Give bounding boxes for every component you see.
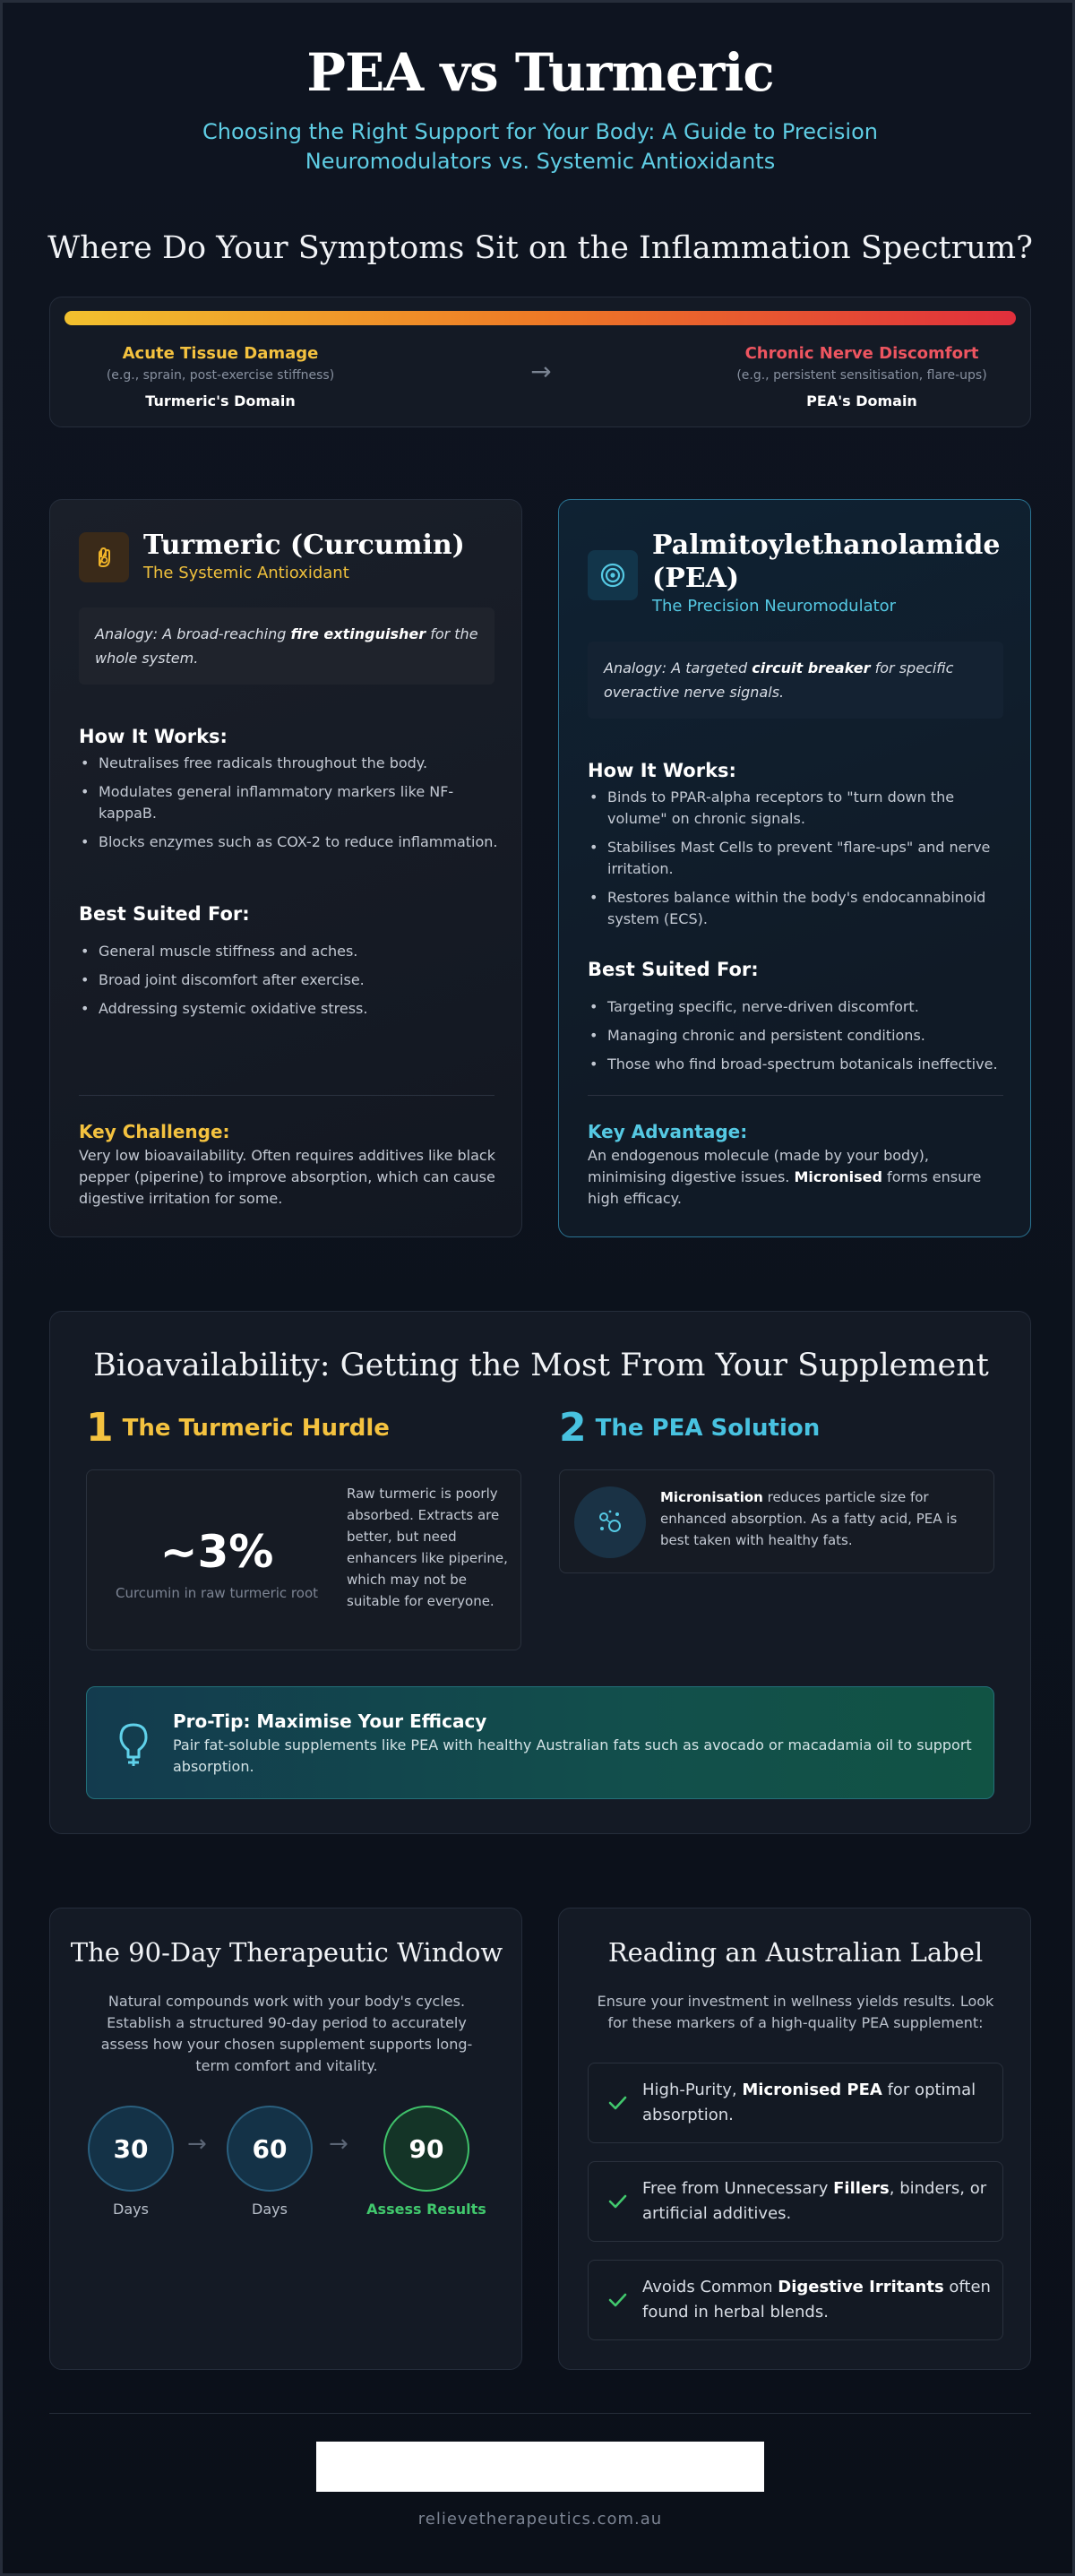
bio-title: Bioavailability: Getting the Most From Your Supplement	[93, 1348, 989, 1383]
check-icon	[605, 2189, 630, 2214]
label-title: Reading an Australian Label	[607, 1937, 984, 1968]
list-item: • Binds to PPAR-alpha receptors to "turn down the volume" on chronic signals.	[588, 787, 1009, 830]
footer-divider	[49, 2413, 1031, 2414]
australian-label-card	[558, 1908, 1031, 2370]
list-item: • Blocks enzymes such as COX-2 to reduce inflammation.	[79, 831, 500, 853]
solution-heading-text: The PEA Solution	[595, 1415, 821, 1442]
pea-key-text	[588, 1145, 1009, 1210]
spectrum-right-examples: (e.g., persistent sensitisation, flare-ups)	[736, 368, 987, 383]
check-icon	[605, 2287, 630, 2313]
check-text: High-Purity,	[642, 2081, 743, 2099]
analogy-bold: fire extinguisher	[290, 625, 426, 642]
divider	[79, 1095, 494, 1096]
list-item: • Broad joint discomfort after exercise.	[79, 969, 500, 991]
pea-suited-heading: Best Suited For:	[588, 959, 759, 980]
absorption-percent: ~3%	[159, 1526, 274, 1578]
hand-shield-icon	[79, 532, 129, 582]
list-item: • Restores balance within the body's endocannabinoid system (ECS).	[588, 887, 1009, 930]
particles-icon	[574, 1486, 646, 1558]
therapeutic-window-card	[49, 1908, 522, 2370]
divider	[588, 1095, 1003, 1096]
list-item: • Stabilises Mast Cells to prevent "flare-ups" and nerve irritation.	[588, 837, 1009, 880]
check-text-end: often found in herbal blends.	[642, 2278, 991, 2322]
analogy-text-end: for the whole system.	[95, 625, 478, 667]
spectrum-left-domain: Turmeric's Domain	[145, 392, 296, 409]
page-subtitle: Choosing the Right Support for Your Body: A Guide to Precision Neuromodulators vs. Systemic Antioxidants	[202, 119, 878, 174]
spectrum-card	[49, 297, 1031, 427]
turmeric-key-heading: Key Challenge:	[79, 1121, 230, 1142]
turmeric-analogy	[79, 607, 494, 685]
footer-url[interactable]: relievetherapeutics.com.au	[417, 2510, 663, 2529]
check-bold: Fillers	[833, 2179, 890, 2198]
solution-text	[660, 1486, 986, 1551]
spectrum-left-label: Acute Tissue Damage	[122, 344, 319, 363]
label-check-text	[642, 2176, 992, 2227]
arrow-right-icon: →	[187, 2131, 207, 2158]
label-check-text	[642, 2078, 992, 2128]
hurdle-heading	[86, 1405, 390, 1451]
turmeric-suited-heading: Best Suited For:	[79, 903, 250, 925]
turmeric-tagline: The Systemic Antioxidant	[143, 564, 349, 582]
day-60-label: Days	[252, 2201, 288, 2218]
solution-bold: Micronisation	[660, 1489, 763, 1505]
absorption-label: Curcumin in raw turmeric root	[115, 1585, 319, 1601]
hurdle-heading-text: The Turmeric Hurdle	[122, 1415, 390, 1442]
analogy-text-end: for specific overactive nerve signals.	[604, 659, 954, 701]
turmeric-name: Turmeric (Curcumin)	[143, 530, 465, 561]
turmeric-how-list	[79, 753, 500, 860]
list-item: • Modulates general inflammatory markers like NF-kappaB.	[79, 781, 500, 824]
day-90-circle: 90	[383, 2106, 469, 2192]
window-description: Natural compounds work with your body's cycles. Establish a structured 90-day period to accurately assess how your chosen supplement supports long-term comfort and vitality.	[100, 1993, 473, 2074]
check-text-end: , binders, or artificial additives.	[642, 2179, 987, 2223]
check-icon	[605, 2090, 630, 2115]
solution-box	[559, 1469, 994, 1573]
day-90-label: Assess Results	[366, 2201, 486, 2218]
hurdle-box	[86, 1469, 521, 1650]
pro-tip-text: Pair fat-soluble supplements like PEA with healthy Australian fats such as avocado or macadamia oil to support absorption.	[173, 1736, 972, 1775]
spectrum-right-label: Chronic Nerve Discomfort	[744, 344, 979, 363]
pea-how-heading: How It Works:	[588, 760, 736, 781]
turmeric-key-text: Very low bioavailability. Often requires additives like black pepper (piperine) to improve absorption, which can cause digestive irritation for some.	[79, 1147, 495, 1207]
spectrum-gradient-bar	[64, 311, 1016, 325]
list-item: • Addressing systemic oxidative stress.	[79, 998, 500, 1020]
turmeric-suited-list	[79, 941, 500, 1027]
list-item: • Managing chronic and persistent conditions.	[588, 1025, 1009, 1047]
list-item: • Neutralises free radicals throughout the body.	[79, 753, 500, 774]
day-30-label: Days	[113, 2201, 149, 2218]
spectrum-right-domain: PEA's Domain	[806, 392, 917, 409]
key-text-end: forms ensure high efficacy.	[588, 1168, 982, 1207]
label-check-item	[588, 2161, 1003, 2242]
pea-name: Palmitoylethanolamide (PEA)	[652, 530, 1001, 594]
target-icon	[588, 550, 638, 600]
arrow-right-icon: →	[530, 357, 552, 386]
pea-card	[558, 499, 1031, 1237]
label-check-item	[588, 2063, 1003, 2143]
check-text: Avoids Common	[642, 2278, 778, 2296]
turmeric-card	[49, 499, 522, 1237]
window-title: The 90-Day Therapeutic Window	[70, 1937, 503, 1968]
key-text: An endogenous molecule (made by your body), minimising digestive issues.	[588, 1147, 929, 1185]
hurdle-text: Raw turmeric is poorly absorbed. Extracts are better, but need enhancers like piperine, which may not be suitable for everyone.	[347, 1486, 508, 1609]
pro-tip-banner	[86, 1686, 994, 1799]
label-check-text	[642, 2275, 992, 2325]
pro-tip-heading: Pro-Tip: Maximise Your Efficacy	[173, 1710, 487, 1732]
check-bold: Micronised PEA	[742, 2081, 882, 2099]
day-60-circle: 60	[227, 2106, 313, 2192]
spectrum-left-examples: (e.g., sprain, post-exercise stiffness)	[106, 368, 335, 383]
check-bold: Digestive Irritants	[778, 2278, 944, 2296]
solution-heading	[559, 1405, 820, 1451]
analogy-bold: circuit breaker	[752, 659, 871, 676]
label-check-item	[588, 2260, 1003, 2340]
arrow-right-icon: →	[329, 2131, 348, 2158]
analogy-text: Analogy: A targeted	[604, 659, 752, 676]
turmeric-how-heading: How It Works:	[79, 726, 228, 747]
list-item: • General muscle stiffness and aches.	[79, 941, 500, 962]
pea-key-heading: Key Advantage:	[588, 1121, 748, 1142]
check-text-end: for optimal absorption.	[642, 2081, 976, 2124]
footer-logo-placeholder	[316, 2442, 764, 2492]
label-description: Ensure your investment in wellness yields results. Look for these markers of a high-quality PEA supplement:	[597, 1993, 994, 2031]
spectrum-title: Where Do Your Symptoms Sit on the Inflammation Spectrum?	[47, 230, 1033, 266]
check-text: Free from Unnecessary	[642, 2179, 834, 2198]
lightbulb-icon	[112, 1719, 155, 1773]
solution-text-body: reduces particle size for enhanced absorption. As a fatty acid, PEA is best taken with healthy fats.	[660, 1489, 958, 1548]
analogy-text: Analogy: A broad-reaching	[95, 625, 291, 642]
bioavailability-card	[49, 1311, 1031, 1834]
pea-tagline: The Precision Neuromodulator	[652, 597, 897, 616]
list-item: • Targeting specific, nerve-driven discomfort.	[588, 996, 1009, 1018]
key-bold: Micronised	[794, 1168, 882, 1185]
pea-suited-list	[588, 996, 1009, 1082]
list-item: • Those who find broad-spectrum botanicals ineffective.	[588, 1054, 1009, 1075]
step-number: 2	[559, 1405, 587, 1451]
page-title: PEA vs Turmeric	[306, 42, 774, 103]
step-number: 1	[86, 1405, 114, 1451]
day-30-circle: 30	[88, 2106, 174, 2192]
pea-how-list	[588, 787, 1009, 937]
pea-analogy	[588, 642, 1003, 719]
